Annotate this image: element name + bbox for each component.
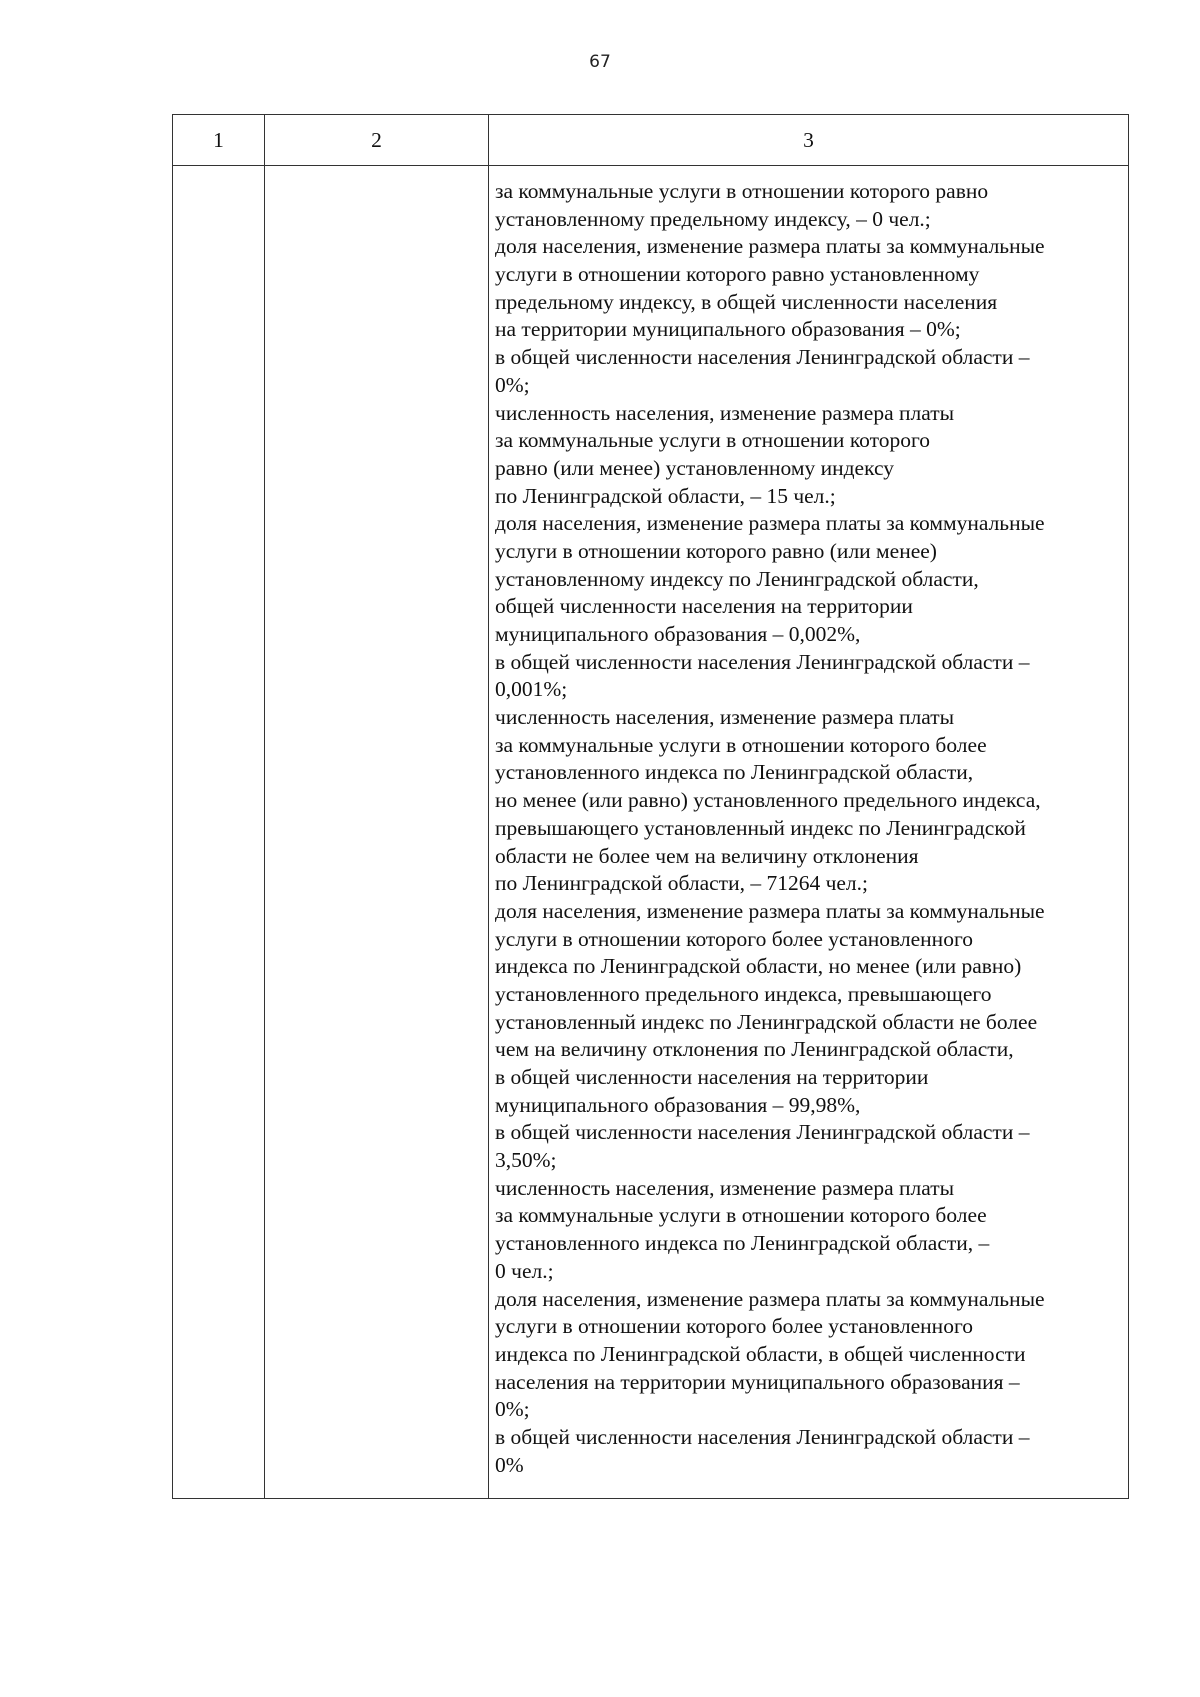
text-line: за коммунальные услуги в отношении которого равно bbox=[495, 179, 989, 203]
text-line: индекса по Ленинградской области, но менее (или равно) bbox=[495, 954, 1022, 979]
text-line: в общей численности населения Ленинградской области – bbox=[495, 1120, 1030, 1145]
text-line: за коммунальные услуги в отношении которого более bbox=[495, 1203, 987, 1228]
text-line: доля населения, изменение размера платы за коммунальные bbox=[495, 234, 1045, 259]
text-line: 0%; bbox=[495, 372, 530, 397]
text-line: чем на величину отклонения по Ленинградской области, bbox=[495, 1037, 1014, 1062]
text-line: услуги в отношении которого более установленного bbox=[495, 1314, 973, 1339]
text-line: 0 чел.; bbox=[495, 1258, 554, 1283]
text-line: индекса по Ленинградской области, в общей численности bbox=[495, 1341, 1026, 1366]
text-line: 0%; bbox=[495, 1397, 530, 1422]
column-header-3: 3 bbox=[489, 115, 1129, 166]
cell-col3 bbox=[489, 166, 1129, 1499]
text-line: услуги в отношении которого равно (или менее) bbox=[495, 538, 937, 563]
page-number: 67 bbox=[589, 52, 611, 72]
text-line: установленного индекса по Ленинградской области, – bbox=[495, 1231, 990, 1256]
text-line: населения на территории муниципального образования – bbox=[495, 1369, 1020, 1394]
text-line: установленный индекс по Ленинградской области не более bbox=[495, 1009, 1038, 1034]
text-line: общей численности населения на территории bbox=[495, 594, 913, 619]
cell-col3-text bbox=[489, 166, 1128, 1479]
text-line: численность населения, изменение размера платы bbox=[495, 1175, 955, 1200]
text-line: равно (или менее) установленному индексу bbox=[495, 455, 895, 480]
text-line: но менее (или равно) установленного предельного индекса, bbox=[495, 788, 1041, 813]
text-line: в общей численности населения Ленинградской области – bbox=[495, 1424, 1030, 1449]
text-line: установленного предельного индекса, превышающего bbox=[495, 981, 992, 1006]
text-line: доля населения, изменение размера платы за коммунальные bbox=[495, 898, 1045, 923]
text-line: услуги в отношении которого равно установленному bbox=[495, 262, 980, 287]
text-line: установленного индекса по Ленинградской области, bbox=[495, 760, 974, 785]
text-line: превышающего установленный индекс по Ленинградской bbox=[495, 815, 1026, 840]
text-line: за коммунальные услуги в отношении которого более bbox=[495, 732, 987, 757]
text-line: численность населения, изменение размера платы bbox=[495, 705, 955, 730]
text-line: 0% bbox=[495, 1452, 524, 1477]
column-header-2: 2 bbox=[265, 115, 489, 166]
table-row bbox=[173, 166, 1129, 1499]
text-line: 0,001%; bbox=[495, 677, 568, 702]
cell-col1 bbox=[173, 166, 265, 1499]
data-table bbox=[172, 114, 1129, 1499]
column-header-1: 1 bbox=[173, 115, 265, 166]
text-line: услуги в отношении которого более установленного bbox=[495, 926, 973, 951]
text-line: муниципального образования – 0,002%, bbox=[495, 622, 861, 646]
text-line: установленному индексу по Ленинградской области, bbox=[495, 566, 979, 591]
text-line: в общей численности населения Ленинградской области – bbox=[495, 649, 1030, 674]
text-line: по Ленинградской области, – 71264 чел.; bbox=[495, 871, 869, 896]
text-line: в общей численности населения на территории bbox=[495, 1065, 929, 1089]
text-line: установленному предельному индексу, – 0 чел.; bbox=[495, 206, 931, 231]
cell-col2 bbox=[265, 166, 489, 1499]
text-line: доля населения, изменение размера платы за коммунальные bbox=[495, 1286, 1045, 1311]
text-line: за коммунальные услуги в отношении которого bbox=[495, 428, 931, 453]
text-line: муниципального образования – 99,98%, bbox=[495, 1092, 861, 1117]
text-line: в общей численности населения Ленинградской области – bbox=[495, 345, 1030, 370]
text-line: численность населения, изменение размера платы bbox=[495, 400, 955, 425]
text-line: области не более чем на величину отклонения bbox=[495, 843, 919, 868]
text-line: на территории муниципального образования – 0%; bbox=[495, 317, 961, 342]
text-line: 3,50%; bbox=[495, 1148, 557, 1173]
text-line: по Ленинградской области, – 15 чел.; bbox=[495, 483, 836, 508]
text-line: доля населения, изменение размера платы за коммунальные bbox=[495, 511, 1045, 536]
text-line: предельному индексу, в общей численности населения bbox=[495, 289, 998, 314]
table-header-row bbox=[173, 115, 1129, 166]
